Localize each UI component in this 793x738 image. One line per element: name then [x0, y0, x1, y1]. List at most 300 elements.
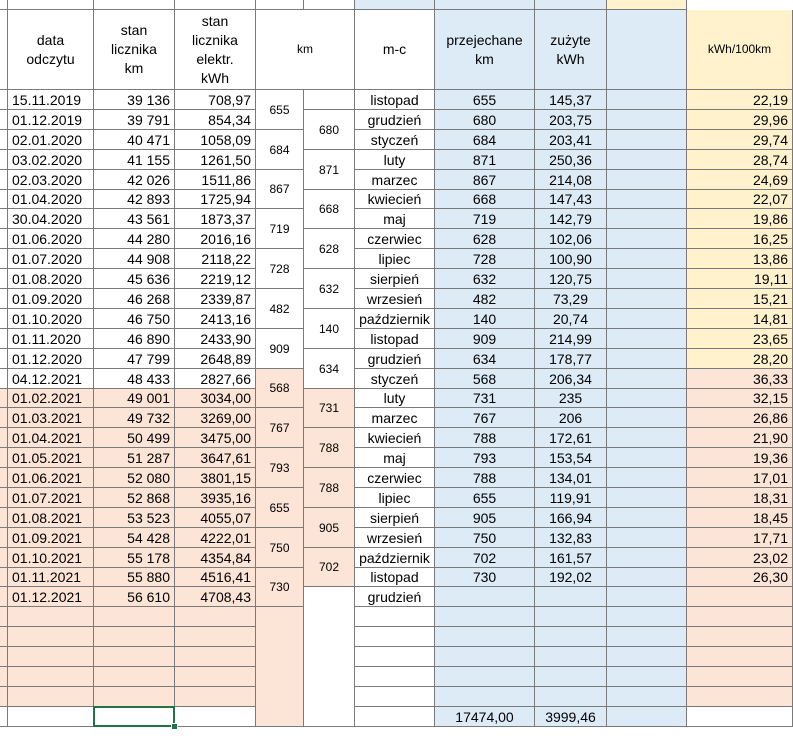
cell-odometer[interactable] [94, 607, 175, 627]
cell-energy-meter[interactable]: 2339,87 [175, 289, 256, 309]
cell-energy-meter[interactable]: 3935,16 [175, 488, 256, 508]
cell-empty[interactable] [607, 349, 687, 369]
cell-odometer[interactable] [94, 687, 175, 707]
cell-top-strip[interactable] [535, 0, 607, 10]
cell-empty[interactable] [607, 528, 687, 548]
cell-left-edge[interactable] [0, 707, 8, 727]
cell-date[interactable]: 01.10.2020 [8, 309, 94, 329]
cell-left-edge[interactable] [0, 408, 8, 428]
cell-month[interactable]: wrzesień [355, 528, 435, 548]
cell-left-edge[interactable] [0, 10, 8, 90]
cell-left-edge[interactable] [0, 209, 8, 229]
cell-used-kwh[interactable]: 102,06 [535, 229, 607, 249]
cell-energy-meter[interactable]: 708,97 [175, 90, 256, 110]
cell-kwh-per-100km[interactable]: 26,86 [687, 408, 793, 428]
cell-empty[interactable] [607, 667, 687, 687]
cell-empty[interactable] [607, 468, 687, 488]
cell-left-edge[interactable] [0, 647, 8, 667]
cell-energy-meter[interactable]: 2219,12 [175, 269, 256, 289]
cell-left-edge[interactable] [0, 110, 8, 130]
cell-energy-meter[interactable]: 4222,01 [175, 528, 256, 548]
cell-empty[interactable] [607, 249, 687, 269]
cell-empty[interactable] [607, 90, 687, 110]
cell-energy-meter[interactable]: 4055,07 [175, 508, 256, 528]
cell-energy-meter[interactable]: 2118,22 [175, 249, 256, 269]
cell-date[interactable] [8, 687, 94, 707]
cell-energy-meter[interactable]: 1261,50 [175, 150, 256, 170]
cell-top-strip[interactable] [355, 0, 435, 10]
cell-driven-km[interactable]: 909 [435, 329, 535, 349]
cell-left-edge[interactable] [0, 548, 8, 568]
cell-date[interactable]: 02.03.2020 [8, 170, 94, 190]
cell-used-kwh[interactable]: 153,54 [535, 448, 607, 468]
cell-date[interactable]: 01.12.2021 [8, 587, 94, 607]
cell-odometer[interactable] [94, 667, 175, 687]
cell-km-merged[interactable]: 867 [256, 170, 304, 209]
cell-driven-km[interactable]: 871 [435, 150, 535, 170]
cell-empty[interactable] [607, 209, 687, 229]
cell-kwh-per-100km[interactable]: 19,11 [687, 269, 793, 289]
cell-energy-meter[interactable] [175, 687, 256, 707]
cell-energy-meter[interactable]: 3801,15 [175, 468, 256, 488]
cell-date[interactable]: 01.07.2020 [8, 249, 94, 269]
cell-month[interactable]: luty [355, 150, 435, 170]
cell-used-kwh[interactable] [535, 687, 607, 707]
cell-used-kwh[interactable]: 250,36 [535, 150, 607, 170]
cell-empty[interactable] [607, 289, 687, 309]
cell-empty[interactable] [607, 587, 687, 607]
cell-top-strip[interactable] [304, 0, 355, 10]
cell-date[interactable]: 30.04.2020 [8, 209, 94, 229]
cell-driven-km[interactable]: 684 [435, 130, 535, 150]
cell-month[interactable]: październik [355, 309, 435, 329]
cell-kwh-per-100km[interactable]: 17,01 [687, 468, 793, 488]
cell-left-edge[interactable] [0, 687, 8, 707]
cell-date[interactable]: 15.11.2019 [8, 90, 94, 110]
cell-used-kwh[interactable]: 132,83 [535, 528, 607, 548]
cell-kwh-per-100km[interactable]: 13,86 [687, 249, 793, 269]
cell-month[interactable]: czerwiec [355, 468, 435, 488]
cell-driven-km[interactable]: 730 [435, 568, 535, 587]
cell-energy-meter[interactable]: 1058,09 [175, 130, 256, 150]
cell-odometer[interactable]: 40 471 [94, 130, 175, 150]
cell-kwh-per-100km[interactable]: 18,45 [687, 508, 793, 528]
cell-month[interactable] [355, 707, 435, 727]
cell-driven-km[interactable]: 905 [435, 508, 535, 528]
cell-kwh-per-100km[interactable]: 19,86 [687, 209, 793, 229]
cell-left-edge[interactable] [0, 428, 8, 448]
cell-energy-meter[interactable]: 1725,94 [175, 190, 256, 209]
cell-used-kwh[interactable]: 147,43 [535, 190, 607, 209]
cell-used-kwh[interactable] [535, 607, 607, 627]
cell-km-empty[interactable] [304, 587, 355, 727]
cell-energy-meter[interactable] [175, 647, 256, 667]
cell-empty[interactable] [607, 687, 687, 707]
cell-empty[interactable] [607, 170, 687, 190]
cell-used-kwh[interactable]: 161,57 [535, 548, 607, 568]
cell-date[interactable] [8, 627, 94, 647]
cell-km-merged[interactable]: 482 [256, 289, 304, 329]
cell-month[interactable]: kwiecień [355, 428, 435, 448]
cell-used-kwh[interactable]: 166,94 [535, 508, 607, 528]
cell-driven-km[interactable]: 680 [435, 110, 535, 130]
cell-left-edge[interactable] [0, 249, 8, 269]
header-date[interactable]: data odczytu [8, 10, 94, 90]
cell-used-kwh[interactable]: 192,02 [535, 568, 607, 587]
header-odometer[interactable]: stan licznika km [94, 10, 175, 90]
cell-month[interactable] [355, 607, 435, 627]
cell-km-merged[interactable]: 731 [304, 389, 355, 428]
cell-month[interactable]: maj [355, 209, 435, 229]
cell-left-edge[interactable] [0, 448, 8, 468]
header-driven-km[interactable]: przejechane km [435, 10, 535, 90]
cell-empty[interactable] [607, 448, 687, 468]
header-empty[interactable] [607, 10, 687, 90]
cell-empty[interactable] [607, 190, 687, 209]
cell-driven-km[interactable]: 788 [435, 428, 535, 448]
cell-month[interactable]: styczeń [355, 369, 435, 389]
cell-date[interactable]: 01.08.2021 [8, 508, 94, 528]
cell-energy-meter[interactable]: 2827,66 [175, 369, 256, 389]
cell-empty[interactable] [607, 428, 687, 448]
cell-month[interactable] [355, 667, 435, 687]
cell-km-merged[interactable]: 628 [304, 229, 355, 269]
cell-date[interactable]: 01.11.2020 [8, 329, 94, 349]
cell-left-edge[interactable] [0, 369, 8, 389]
cell-empty[interactable] [607, 309, 687, 329]
header-kwh-per-100km[interactable]: kWh/100km [687, 10, 793, 90]
cell-left-edge[interactable] [0, 269, 8, 289]
cell-month[interactable]: grudzień [355, 587, 435, 607]
cell-kwh-per-100km[interactable]: 29,74 [687, 130, 793, 150]
cell-driven-km[interactable]: 628 [435, 229, 535, 249]
cell-energy-meter[interactable]: 2413,16 [175, 309, 256, 329]
cell-driven-km[interactable]: 793 [435, 448, 535, 468]
cell-month[interactable]: sierpień [355, 508, 435, 528]
header-energy-meter[interactable]: stan licznika elektr. kWh [175, 10, 256, 90]
cell-kwh-per-100km[interactable]: 17,71 [687, 528, 793, 548]
cell-left-edge[interactable] [0, 329, 8, 349]
cell-driven-km[interactable] [435, 647, 535, 667]
cell-empty[interactable] [607, 488, 687, 508]
cell-left-edge[interactable] [0, 190, 8, 209]
cell-driven-km[interactable]: 482 [435, 289, 535, 309]
cell-kwh-per-100km[interactable]: 28,74 [687, 150, 793, 170]
cell-month[interactable]: styczeń [355, 130, 435, 150]
cell-month[interactable]: luty [355, 389, 435, 408]
cell-kwh-per-100km[interactable]: 21,90 [687, 428, 793, 448]
cell-km-merged[interactable]: 634 [304, 349, 355, 389]
cell-used-kwh[interactable]: 20,74 [535, 309, 607, 329]
cell-used-kwh[interactable]: 100,90 [535, 249, 607, 269]
cell-empty[interactable] [607, 508, 687, 528]
cell-odometer[interactable]: 42 026 [94, 170, 175, 190]
cell-used-kwh[interactable]: 119,91 [535, 488, 607, 508]
cell-date[interactable] [8, 667, 94, 687]
cell-date[interactable]: 01.06.2021 [8, 468, 94, 488]
cell-odometer[interactable]: 49 732 [94, 408, 175, 428]
cell-km-merged[interactable]: 793 [256, 448, 304, 488]
cell-energy-meter[interactable]: 1873,37 [175, 209, 256, 229]
cell-odometer[interactable]: 51 287 [94, 448, 175, 468]
cell-km-merged[interactable]: 909 [256, 329, 304, 369]
cell-top-strip[interactable] [0, 0, 8, 10]
cell-driven-km[interactable]: 731 [435, 389, 535, 408]
cell-km-merged[interactable]: 632 [304, 269, 355, 309]
cell-date[interactable]: 01.02.2021 [8, 389, 94, 408]
cell-date[interactable]: 01.08.2020 [8, 269, 94, 289]
cell-used-kwh[interactable]: 214,08 [535, 170, 607, 190]
cell-date[interactable]: 01.04.2020 [8, 190, 94, 209]
cell-energy-meter[interactable]: 3034,00 [175, 389, 256, 408]
cell-energy-meter[interactable]: 4708,43 [175, 587, 256, 607]
cell-energy-meter[interactable]: 854,34 [175, 110, 256, 130]
cell-driven-km[interactable]: 788 [435, 468, 535, 488]
cell-driven-km[interactable]: 750 [435, 528, 535, 548]
cell-left-edge[interactable] [0, 309, 8, 329]
cell-date[interactable]: 01.09.2020 [8, 289, 94, 309]
cell-km-merged[interactable]: 668 [304, 190, 355, 229]
cell-kwh-per-100km[interactable]: 22,07 [687, 190, 793, 209]
selected-cell[interactable] [93, 706, 175, 727]
cell-used-kwh[interactable]: 235 [535, 389, 607, 408]
cell-odometer[interactable]: 53 523 [94, 508, 175, 528]
cell-kwh-per-100km[interactable]: 19,36 [687, 448, 793, 468]
cell-left-edge[interactable] [0, 508, 8, 528]
header-km[interactable]: km [256, 10, 355, 90]
cell-used-kwh[interactable]: 120,75 [535, 269, 607, 289]
cell-odometer[interactable]: 44 280 [94, 229, 175, 249]
cell-month[interactable]: listopad [355, 329, 435, 349]
cell-empty[interactable] [607, 369, 687, 389]
cell-month[interactable]: sierpień [355, 269, 435, 289]
cell-used-kwh[interactable]: 214,99 [535, 329, 607, 349]
cell-km-merged[interactable]: 684 [256, 130, 304, 170]
cell-odometer[interactable] [94, 627, 175, 647]
cell-driven-km[interactable] [435, 627, 535, 647]
cell-driven-km[interactable]: 767 [435, 408, 535, 428]
cell-driven-km[interactable]: 728 [435, 249, 535, 269]
cell-km-merged[interactable]: 750 [256, 528, 304, 568]
cell-left-edge[interactable] [0, 170, 8, 190]
cell-date[interactable]: 01.11.2021 [8, 568, 94, 587]
cell-used-kwh[interactable]: 203,75 [535, 110, 607, 130]
cell-month[interactable] [355, 647, 435, 667]
cell-month[interactable]: kwiecień [355, 190, 435, 209]
cell-energy-meter[interactable] [175, 607, 256, 627]
cell-odometer[interactable]: 46 268 [94, 289, 175, 309]
cell-odometer[interactable]: 48 433 [94, 369, 175, 389]
cell-odometer[interactable]: 52 080 [94, 468, 175, 488]
cell-km-empty[interactable] [304, 90, 355, 110]
cell-odometer[interactable]: 49 001 [94, 389, 175, 408]
cell-left-edge[interactable] [0, 289, 8, 309]
cell-empty[interactable] [607, 408, 687, 428]
cell-used-kwh[interactable] [535, 667, 607, 687]
cell-left-edge[interactable] [0, 90, 8, 110]
cell-energy-meter[interactable] [175, 707, 256, 727]
cell-km-merged[interactable]: 871 [304, 150, 355, 190]
cell-date[interactable]: 04.12.2021 [8, 369, 94, 389]
cell-odometer[interactable]: 43 561 [94, 209, 175, 229]
cell-driven-km[interactable] [435, 607, 535, 627]
cell-driven-km[interactable]: 867 [435, 170, 535, 190]
cell-month[interactable]: lipiec [355, 249, 435, 269]
cell-kwh-per-100km[interactable] [687, 667, 793, 687]
cell-driven-km[interactable]: 655 [435, 488, 535, 508]
cell-energy-meter[interactable]: 1511,86 [175, 170, 256, 190]
cell-kwh-per-100km[interactable] [687, 707, 793, 727]
cell-used-kwh[interactable]: 172,61 [535, 428, 607, 448]
cell-month[interactable]: marzec [355, 408, 435, 428]
cell-driven-km[interactable]: 140 [435, 309, 535, 329]
cell-empty[interactable] [607, 647, 687, 667]
cell-odometer[interactable]: 47 799 [94, 349, 175, 369]
cell-left-edge[interactable] [0, 627, 8, 647]
cell-month[interactable] [355, 627, 435, 647]
cell-used-kwh[interactable]: 206 [535, 408, 607, 428]
cell-driven-km[interactable] [435, 667, 535, 687]
cell-km-empty[interactable] [256, 607, 304, 727]
cell-kwh-per-100km[interactable]: 32,15 [687, 389, 793, 408]
cell-odometer[interactable]: 39 791 [94, 110, 175, 130]
cell-km-merged[interactable]: 702 [304, 548, 355, 587]
cell-energy-meter[interactable]: 4516,41 [175, 568, 256, 587]
cell-left-edge[interactable] [0, 389, 8, 408]
cell-empty[interactable] [607, 229, 687, 249]
cell-km-merged[interactable]: 905 [304, 508, 355, 548]
cell-odometer[interactable]: 55 178 [94, 548, 175, 568]
cell-month[interactable]: wrzesień [355, 289, 435, 309]
cell-driven-km[interactable]: 568 [435, 369, 535, 389]
cell-kwh-per-100km[interactable]: 15,21 [687, 289, 793, 309]
cell-date[interactable]: 01.09.2021 [8, 528, 94, 548]
cell-driven-km[interactable]: 634 [435, 349, 535, 369]
cell-kwh-per-100km[interactable]: 36,33 [687, 369, 793, 389]
cell-top-strip[interactable] [94, 0, 175, 10]
cell-used-kwh[interactable]: 145,37 [535, 90, 607, 110]
cell-km-merged[interactable]: 680 [304, 110, 355, 150]
cell-date[interactable]: 01.03.2021 [8, 408, 94, 428]
cell-km-merged[interactable]: 767 [256, 408, 304, 448]
cell-date[interactable]: 01.06.2020 [8, 229, 94, 249]
cell-top-strip[interactable] [607, 0, 687, 10]
cell-top-strip[interactable] [435, 0, 535, 10]
cell-used-kwh[interactable]: 203,41 [535, 130, 607, 150]
cell-kwh-per-100km[interactable]: 16,25 [687, 229, 793, 249]
cell-date[interactable] [8, 607, 94, 627]
cell-date[interactable] [8, 647, 94, 667]
cell-month[interactable]: listopad [355, 90, 435, 110]
cell-used-kwh[interactable]: 134,01 [535, 468, 607, 488]
cell-left-edge[interactable] [0, 488, 8, 508]
cell-month[interactable]: listopad [355, 568, 435, 587]
cell-month[interactable]: grudzień [355, 349, 435, 369]
cell-left-edge[interactable] [0, 229, 8, 249]
cell-kwh-per-100km[interactable] [687, 627, 793, 647]
cell-empty[interactable] [607, 269, 687, 289]
cell-energy-meter[interactable]: 2648,89 [175, 349, 256, 369]
cell-left-edge[interactable] [0, 607, 8, 627]
cell-kwh-per-100km[interactable]: 14,81 [687, 309, 793, 329]
cell-left-edge[interactable] [0, 468, 8, 488]
cell-left-edge[interactable] [0, 130, 8, 150]
cell-energy-meter[interactable] [175, 627, 256, 647]
cell-km-merged[interactable]: 568 [256, 369, 304, 408]
cell-km-merged[interactable]: 788 [304, 428, 355, 468]
cell-left-edge[interactable] [0, 568, 8, 587]
cell-driven-km[interactable]: 632 [435, 269, 535, 289]
cell-km-merged[interactable]: 788 [304, 468, 355, 508]
cell-date[interactable] [8, 707, 94, 727]
cell-left-edge[interactable] [0, 349, 8, 369]
cell-energy-meter[interactable] [175, 667, 256, 687]
cell-odometer[interactable]: 50 499 [94, 428, 175, 448]
cell-energy-meter[interactable]: 3269,00 [175, 408, 256, 428]
cell-empty[interactable] [607, 627, 687, 647]
cell-odometer[interactable]: 56 610 [94, 587, 175, 607]
header-month[interactable]: m-c [355, 10, 435, 90]
cell-kwh-per-100km[interactable]: 28,20 [687, 349, 793, 369]
cell-driven-km[interactable]: 655 [435, 90, 535, 110]
cell-kwh-per-100km[interactable]: 23,02 [687, 548, 793, 568]
cell-kwh-per-100km[interactable]: 22,19 [687, 90, 793, 110]
cell-km-merged[interactable]: 719 [256, 209, 304, 249]
cell-month[interactable]: lipiec [355, 488, 435, 508]
cell-driven-km[interactable]: 719 [435, 209, 535, 229]
cell-left-edge[interactable] [0, 667, 8, 687]
cell-left-edge[interactable] [0, 150, 8, 170]
cell-used-kwh[interactable]: 178,77 [535, 349, 607, 369]
cell-odometer[interactable]: 52 868 [94, 488, 175, 508]
header-used-kwh[interactable]: zużyte kWh [535, 10, 607, 90]
cell-odometer[interactable] [94, 647, 175, 667]
cell-driven-km[interactable]: 668 [435, 190, 535, 209]
cell-kwh-per-100km[interactable] [687, 587, 793, 607]
cell-empty[interactable] [607, 607, 687, 627]
cell-used-kwh[interactable] [535, 627, 607, 647]
cell-empty[interactable] [607, 707, 687, 727]
cell-empty[interactable] [607, 329, 687, 349]
cell-odometer[interactable]: 42 893 [94, 190, 175, 209]
cell-used-kwh[interactable]: 142,79 [535, 209, 607, 229]
cell-date[interactable]: 01.04.2021 [8, 428, 94, 448]
cell-empty[interactable] [607, 568, 687, 587]
cell-odometer[interactable]: 39 136 [94, 90, 175, 110]
cell-odometer[interactable]: 54 428 [94, 528, 175, 548]
cell-odometer[interactable]: 45 636 [94, 269, 175, 289]
cell-odometer[interactable]: 44 908 [94, 249, 175, 269]
fill-handle[interactable] [171, 723, 178, 730]
cell-kwh-per-100km[interactable]: 18,31 [687, 488, 793, 508]
cell-date[interactable]: 03.02.2020 [8, 150, 94, 170]
cell-odometer[interactable]: 55 880 [94, 568, 175, 587]
cell-km-merged[interactable]: 730 [256, 568, 304, 607]
cell-driven-km[interactable]: 702 [435, 548, 535, 568]
cell-empty[interactable] [607, 110, 687, 130]
cell-empty[interactable] [607, 150, 687, 170]
cell-top-strip[interactable] [175, 0, 256, 10]
cell-used-kwh[interactable] [535, 587, 607, 607]
cell-month[interactable]: grudzień [355, 110, 435, 130]
cell-total-driven[interactable]: 17474,00 [435, 707, 535, 727]
cell-km-merged[interactable]: 655 [256, 488, 304, 528]
cell-date[interactable]: 01.07.2021 [8, 488, 94, 508]
cell-empty[interactable] [607, 548, 687, 568]
cell-empty[interactable] [607, 130, 687, 150]
cell-date[interactable]: 01.05.2021 [8, 448, 94, 468]
cell-empty[interactable] [607, 389, 687, 408]
